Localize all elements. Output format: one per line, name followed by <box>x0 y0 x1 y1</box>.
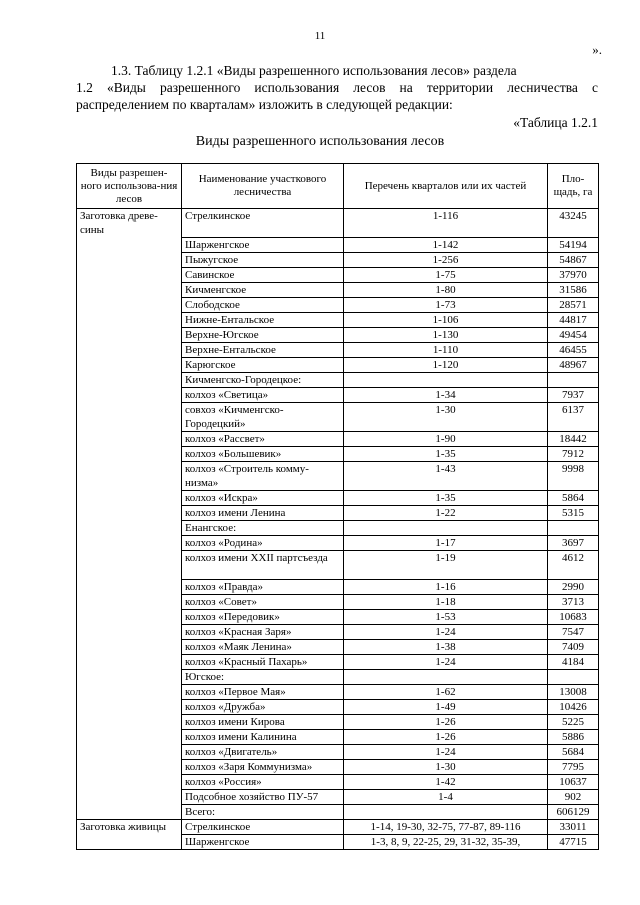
row-forestry-name: колхоз «Маяк Ленина» <box>182 639 344 654</box>
row-quarters: 1-80 <box>344 282 548 297</box>
table-row <box>77 387 599 402</box>
row-quarters: 1-43 <box>344 461 548 490</box>
row-area: 5315 <box>548 505 599 520</box>
row-area: 902 <box>548 789 599 804</box>
row-quarters: 1-19 <box>344 550 548 579</box>
table-row <box>77 267 599 282</box>
row-area: 47715 <box>548 834 599 849</box>
row-forestry-name: Подсобное хозяйство ПУ-57 <box>182 789 344 804</box>
row-use-kind <box>77 297 182 312</box>
row-use-kind: Заготовка живицы <box>77 819 182 834</box>
row-forestry-name: Верхне-Югское <box>182 327 344 342</box>
row-use-kind <box>77 804 182 819</box>
row-area: 5225 <box>548 714 599 729</box>
row-area: 49454 <box>548 327 599 342</box>
row-use-kind <box>77 669 182 684</box>
row-forestry-name: Кичменгское <box>182 282 344 297</box>
table-row <box>77 372 599 387</box>
row-forestry-name: колхоз имени Калинина <box>182 729 344 744</box>
row-quarters: 1-22 <box>344 505 548 520</box>
row-use-kind <box>77 535 182 550</box>
row-use-kind <box>77 834 182 849</box>
row-quarters: 1-75 <box>344 267 548 282</box>
table-row <box>77 402 599 431</box>
row-use-kind <box>77 759 182 774</box>
row-area: 7912 <box>548 446 599 461</box>
row-area: 3697 <box>548 535 599 550</box>
table-row <box>77 789 599 804</box>
row-forestry-name: Стрелкинское <box>182 209 344 238</box>
table-row <box>77 535 599 550</box>
row-forestry-name: колхоз «Россия» <box>182 774 344 789</box>
table-row <box>77 312 599 327</box>
row-forestry-name: совхоз «Кичменгско-Городецкий» <box>182 402 344 431</box>
row-use-kind <box>77 744 182 759</box>
table-row <box>77 729 599 744</box>
table-row <box>77 594 599 609</box>
row-forestry-name: колхоз «Дружба» <box>182 699 344 714</box>
row-forestry-name: колхоз «Заря Коммунизма» <box>182 759 344 774</box>
row-forestry-name: колхоз «Совет» <box>182 594 344 609</box>
row-area: 2990 <box>548 579 599 594</box>
row-use-kind <box>77 729 182 744</box>
row-forestry-name: Нижне-Ентальское <box>182 312 344 327</box>
table-row <box>77 684 599 699</box>
row-forestry-name: Стрелкинское <box>182 819 344 834</box>
row-use-kind <box>77 252 182 267</box>
row-forestry-name: колхоз имени Ленина <box>182 505 344 520</box>
row-area: 7547 <box>548 624 599 639</box>
row-area: 7795 <box>548 759 599 774</box>
row-area: 606129 <box>548 804 599 819</box>
row-forestry-name: Югское: <box>182 669 344 684</box>
row-forestry-name: колхоз «Красный Пахарь» <box>182 654 344 669</box>
row-quarters: 1-16 <box>344 579 548 594</box>
row-use-kind <box>77 237 182 252</box>
row-quarters: 1-42 <box>344 774 548 789</box>
row-area: 6137 <box>548 402 599 431</box>
row-forestry-name: колхоз «Красная Заря» <box>182 624 344 639</box>
row-forestry-name: Верхне-Ентальское <box>182 342 344 357</box>
row-use-kind <box>77 684 182 699</box>
row-area: 43245 <box>548 209 599 238</box>
table-row <box>77 759 599 774</box>
quote-closing-mark: ». <box>592 42 602 57</box>
row-area: 37970 <box>548 267 599 282</box>
table-row <box>77 669 599 684</box>
header-forestry-name: Наименование участкового лесничества <box>182 164 344 209</box>
row-forestry-name: колхоз «Двигатель» <box>182 744 344 759</box>
row-quarters: 1-90 <box>344 431 548 446</box>
row-use-kind <box>77 282 182 297</box>
row-forestry-name: колхоз «Искра» <box>182 490 344 505</box>
row-quarters: 1-34 <box>344 387 548 402</box>
row-use-kind <box>77 699 182 714</box>
row-forestry-name: Шарженгское <box>182 237 344 252</box>
row-quarters: 1-53 <box>344 609 548 624</box>
row-area: 9998 <box>548 461 599 490</box>
table-row <box>77 550 599 579</box>
row-area: 54194 <box>548 237 599 252</box>
row-use-kind <box>77 461 182 490</box>
row-area: 10683 <box>548 609 599 624</box>
table-row <box>77 490 599 505</box>
row-area: 3713 <box>548 594 599 609</box>
row-forestry-name: Пыжугское <box>182 252 344 267</box>
table-row <box>77 446 599 461</box>
table-row <box>77 297 599 312</box>
table-row <box>77 209 599 238</box>
table-row <box>77 744 599 759</box>
amendment-paragraph <box>76 62 598 113</box>
table-row <box>77 520 599 535</box>
table-row <box>77 237 599 252</box>
table-row <box>77 654 599 669</box>
row-use-kind <box>77 639 182 654</box>
row-quarters: 1-62 <box>344 684 548 699</box>
row-use-kind <box>77 402 182 431</box>
page-number: 11 <box>314 30 326 42</box>
table-row <box>77 282 599 297</box>
row-quarters <box>344 669 548 684</box>
row-use-kind <box>77 594 182 609</box>
row-use-kind <box>77 624 182 639</box>
table-header-row <box>77 164 599 209</box>
table-row <box>77 699 599 714</box>
row-area: 46455 <box>548 342 599 357</box>
table-row <box>77 252 599 267</box>
row-use-kind <box>77 327 182 342</box>
row-quarters: 1-116 <box>344 209 548 238</box>
table-row <box>77 342 599 357</box>
row-area: 10637 <box>548 774 599 789</box>
row-use-kind <box>77 431 182 446</box>
paragraph-body: 1.2 «Виды разрешенного использования лесов на территории лесничества с распределением по кварталам» изложить в следующей редакции: <box>76 80 598 112</box>
header-area: Пло-щадь, га <box>548 164 599 209</box>
row-quarters: 1-38 <box>344 639 548 654</box>
row-quarters: 1-26 <box>344 729 548 744</box>
row-forestry-name: Всего: <box>182 804 344 819</box>
row-quarters: 1-30 <box>344 759 548 774</box>
row-use-kind <box>77 446 182 461</box>
table-row <box>77 461 599 490</box>
row-area: 33011 <box>548 819 599 834</box>
row-quarters: 1-130 <box>344 327 548 342</box>
row-forestry-name: колхоз «Большевик» <box>182 446 344 461</box>
row-use-kind <box>77 579 182 594</box>
row-quarters: 1-3, 8, 9, 22-25, 29, 31-32, 35-39, <box>344 834 548 849</box>
row-use-kind <box>77 789 182 804</box>
row-area: 44817 <box>548 312 599 327</box>
row-area: 5864 <box>548 490 599 505</box>
row-use-kind <box>77 774 182 789</box>
table-row <box>77 357 599 372</box>
row-quarters: 1-110 <box>344 342 548 357</box>
row-quarters: 1-30 <box>344 402 548 431</box>
row-forestry-name: Карюгское <box>182 357 344 372</box>
row-quarters: 1-73 <box>344 297 548 312</box>
table-row <box>77 579 599 594</box>
row-forestry-name: колхоз «Правда» <box>182 579 344 594</box>
row-forestry-name: колхоз «Первое Мая» <box>182 684 344 699</box>
row-use-kind: Заготовка древе-сины <box>77 209 182 238</box>
row-use-kind <box>77 714 182 729</box>
row-area: 7409 <box>548 639 599 654</box>
row-area: 4612 <box>548 550 599 579</box>
row-quarters: 1-18 <box>344 594 548 609</box>
row-use-kind <box>77 267 182 282</box>
row-quarters: 1-35 <box>344 490 548 505</box>
table-row <box>77 804 599 819</box>
row-area: 48967 <box>548 357 599 372</box>
row-use-kind <box>77 342 182 357</box>
row-area: 31586 <box>548 282 599 297</box>
row-use-kind <box>77 609 182 624</box>
row-area: 28571 <box>548 297 599 312</box>
row-quarters: 1-24 <box>344 744 548 759</box>
row-quarters <box>344 372 548 387</box>
row-forestry-name: Енангское: <box>182 520 344 535</box>
table-body <box>77 209 599 850</box>
table-row <box>77 327 599 342</box>
table-row <box>77 834 599 849</box>
table-row <box>77 624 599 639</box>
row-area: 5886 <box>548 729 599 744</box>
row-quarters: 1-24 <box>344 624 548 639</box>
row-forestry-name: Слободское <box>182 297 344 312</box>
table-row <box>77 774 599 789</box>
row-forestry-name: колхоз «Рассвет» <box>182 431 344 446</box>
row-forestry-name: Шарженгское <box>182 834 344 849</box>
row-area: 7937 <box>548 387 599 402</box>
row-quarters <box>344 804 548 819</box>
forest-use-table <box>76 163 599 850</box>
table-row <box>77 714 599 729</box>
row-use-kind <box>77 550 182 579</box>
paragraph-first-line: 1.3. Таблицу 1.2.1 «Виды разрешенного использования лесов» раздела <box>111 63 517 78</box>
table-row <box>77 639 599 654</box>
row-quarters: 1-49 <box>344 699 548 714</box>
row-area: 18442 <box>548 431 599 446</box>
row-quarters: 1-120 <box>344 357 548 372</box>
table-row <box>77 431 599 446</box>
row-forestry-name: колхоз «Передовик» <box>182 609 344 624</box>
row-area <box>548 372 599 387</box>
row-forestry-name: колхоз имени Кирова <box>182 714 344 729</box>
row-area: 10426 <box>548 699 599 714</box>
row-area <box>548 669 599 684</box>
header-use-kind: Виды разрешен-ного использова-ния лесов <box>77 164 182 209</box>
row-use-kind <box>77 520 182 535</box>
row-forestry-name: колхоз «Строитель комму-низма» <box>182 461 344 490</box>
row-use-kind <box>77 490 182 505</box>
row-forestry-name: Савинское <box>182 267 344 282</box>
table-title: Виды разрешенного использования лесов <box>195 134 445 149</box>
row-area: 5684 <box>548 744 599 759</box>
row-use-kind <box>77 372 182 387</box>
row-use-kind <box>77 357 182 372</box>
row-quarters: 1-14, 19-30, 32-75, 77-87, 89-116 <box>344 819 548 834</box>
row-forestry-name: колхоз «Светица» <box>182 387 344 402</box>
row-quarters: 1-26 <box>344 714 548 729</box>
row-area: 54867 <box>548 252 599 267</box>
row-use-kind <box>77 654 182 669</box>
row-area <box>548 520 599 535</box>
row-area: 13008 <box>548 684 599 699</box>
row-use-kind <box>77 312 182 327</box>
row-forestry-name: колхоз «Родина» <box>182 535 344 550</box>
row-quarters: 1-256 <box>344 252 548 267</box>
row-use-kind <box>77 387 182 402</box>
row-quarters: 1-4 <box>344 789 548 804</box>
row-forestry-name: Кичменгско-Городецкое: <box>182 372 344 387</box>
row-use-kind <box>77 505 182 520</box>
row-area: 4184 <box>548 654 599 669</box>
row-quarters: 1-106 <box>344 312 548 327</box>
row-forestry-name: колхоз имени XXII партсъезда <box>182 550 344 579</box>
row-quarters: 1-24 <box>344 654 548 669</box>
row-quarters <box>344 520 548 535</box>
table-row <box>77 609 599 624</box>
row-quarters: 1-142 <box>344 237 548 252</box>
row-quarters: 1-17 <box>344 535 548 550</box>
table-row <box>77 819 599 834</box>
table-row <box>77 505 599 520</box>
header-quarters: Перечень кварталов или их частей <box>344 164 548 209</box>
table-reference: «Таблица 1.2.1 <box>513 115 598 130</box>
row-quarters: 1-35 <box>344 446 548 461</box>
